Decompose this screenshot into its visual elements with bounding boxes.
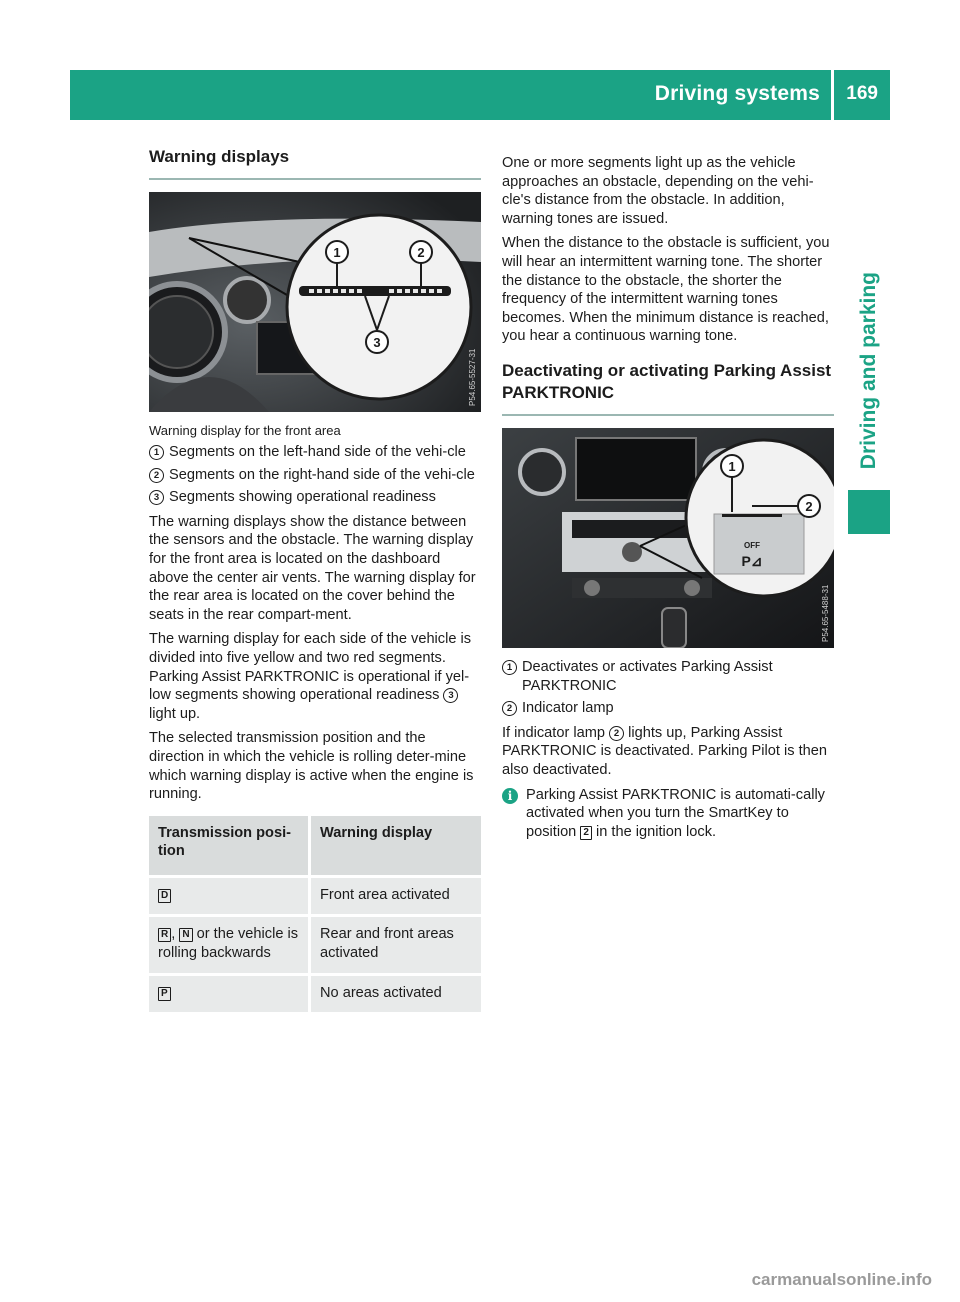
table-row (149, 974, 481, 1012)
parktronic-figure (502, 428, 834, 648)
center-console-illustration (502, 428, 834, 648)
note-text: Parking Assist PARKTRONIC is automati-cally activated when you turn the SmartKey to position 2 in the ignition lock. (526, 786, 825, 840)
legend-item (149, 443, 481, 462)
table-cell: No areas activated (310, 974, 482, 1012)
chapter-tab-label: Driving and parking (857, 272, 880, 470)
left-column (149, 146, 481, 1012)
figure-code: P54.65-5527-31 (468, 348, 477, 406)
legend-number: 1 (149, 445, 164, 460)
header-divider (831, 70, 834, 120)
legend-item (502, 699, 834, 718)
legend-number: 2 (502, 701, 517, 716)
figure1-legend (149, 443, 481, 507)
table-header: Warning display (310, 816, 482, 877)
table-header: Transmission posi-tion (149, 816, 310, 877)
callout-3-label: 3 (373, 335, 381, 350)
right-column (502, 154, 834, 841)
gear-key: P (158, 987, 171, 1001)
table-row (149, 876, 481, 916)
callout-1-label: 1 (333, 245, 341, 260)
callout-2-label: 2 (805, 498, 813, 514)
callout-1-label: 1 (728, 458, 736, 474)
chapter-tab (848, 272, 890, 472)
dashboard-illustration (149, 192, 481, 412)
paragraph: The selected transmission position and the direction in which the vehicle is rolling deter-mine which warning display is active when the engine is running. (149, 730, 474, 803)
table-row: R , N or the vehicle is rolling backwards Rear and front areas activated (149, 916, 481, 974)
paragraph: The warning displays show the distance between the sensors and the obstacle. The warning display for the front area is located on the dashboard above the center air vents. The warning display for the rear area is located on the cover behind the seats in the rear compart-ment. (149, 513, 476, 623)
paragraph: When the distance to the obstacle is sufficient, you will hear an intermittent warning tone. The shorter the distance to the obstacle, the shorter the frequency of the intermittent warning tones becomes. When the minimum distance is reached, you hear a continuous warning tone. (502, 235, 830, 345)
figure2-legend (502, 658, 834, 718)
header-bar (70, 70, 890, 120)
legend-text: Segments showing operational readiness (169, 489, 436, 506)
table-cell: Rear and front areas activated (310, 916, 482, 974)
legend-text: Deactivates or activates Parking Assist PARKTRONIC (522, 658, 773, 694)
page-number: 169 (846, 83, 878, 104)
paragraph: One or more segments light up as the vehicle approaches an obstacle, depending on the vehi-cle's distance from the obstacle. In addition, warning tones are issued. (502, 155, 814, 227)
warning-display-figure (149, 192, 481, 412)
legend-item (502, 658, 834, 695)
section-title: Driving systems (654, 82, 820, 105)
figure-code: P54.65-5488-31 (821, 584, 830, 642)
legend-number: 1 (502, 660, 517, 675)
legend-text: Segments on the left-hand side of the vehi-cle (169, 444, 466, 460)
info-note (502, 786, 834, 842)
table-cell: or the vehicle is rolling backwards (158, 926, 299, 962)
magnifier-circle (287, 215, 471, 399)
inline-number: 2 (609, 726, 624, 741)
transmission-table (149, 816, 481, 1013)
chapter-tab-marker (848, 490, 890, 534)
watermark: carmanualsonline.info (751, 1270, 932, 1289)
paragraph: If indicator lamp 2 lights up, Parking Assist PARKTRONIC is deactivated. Parking Pilot is then also deactivated. (502, 724, 827, 778)
heading-rule (149, 178, 481, 180)
callout-2-label: 2 (417, 245, 425, 260)
warning-displays-heading: Warning displays (149, 147, 290, 166)
inline-number: 3 (443, 688, 458, 703)
gear-key: D (158, 889, 171, 903)
info-icon: i (502, 788, 518, 804)
key-position: 2 (580, 826, 592, 840)
figure-caption: Warning display for the front area (149, 423, 341, 438)
legend-item (149, 488, 481, 507)
legend-number: 3 (149, 490, 164, 505)
gear-key: N (179, 928, 192, 942)
parktronic-heading: Deactivating or activating Parking Assist PARKTRONIC (502, 360, 832, 402)
paragraph: The warning display for each side of the vehicle is divided into five yellow and two red segments. Parking Assist PARKTRONIC is operational if yel-low segments showing operational readiness 3 light up. (149, 631, 472, 722)
heading-rule (502, 414, 834, 416)
table-cell: Front area activated (310, 876, 482, 916)
legend-text: Indicator lamp (522, 700, 614, 717)
legend-text: Segments on the right-hand side of the vehi-cle (169, 466, 475, 483)
legend-number: 2 (149, 468, 164, 483)
legend-item (149, 466, 481, 485)
gear-key: R (158, 928, 171, 942)
off-label: OFF (744, 540, 760, 550)
parking-symbol: P⊿ (741, 552, 763, 569)
